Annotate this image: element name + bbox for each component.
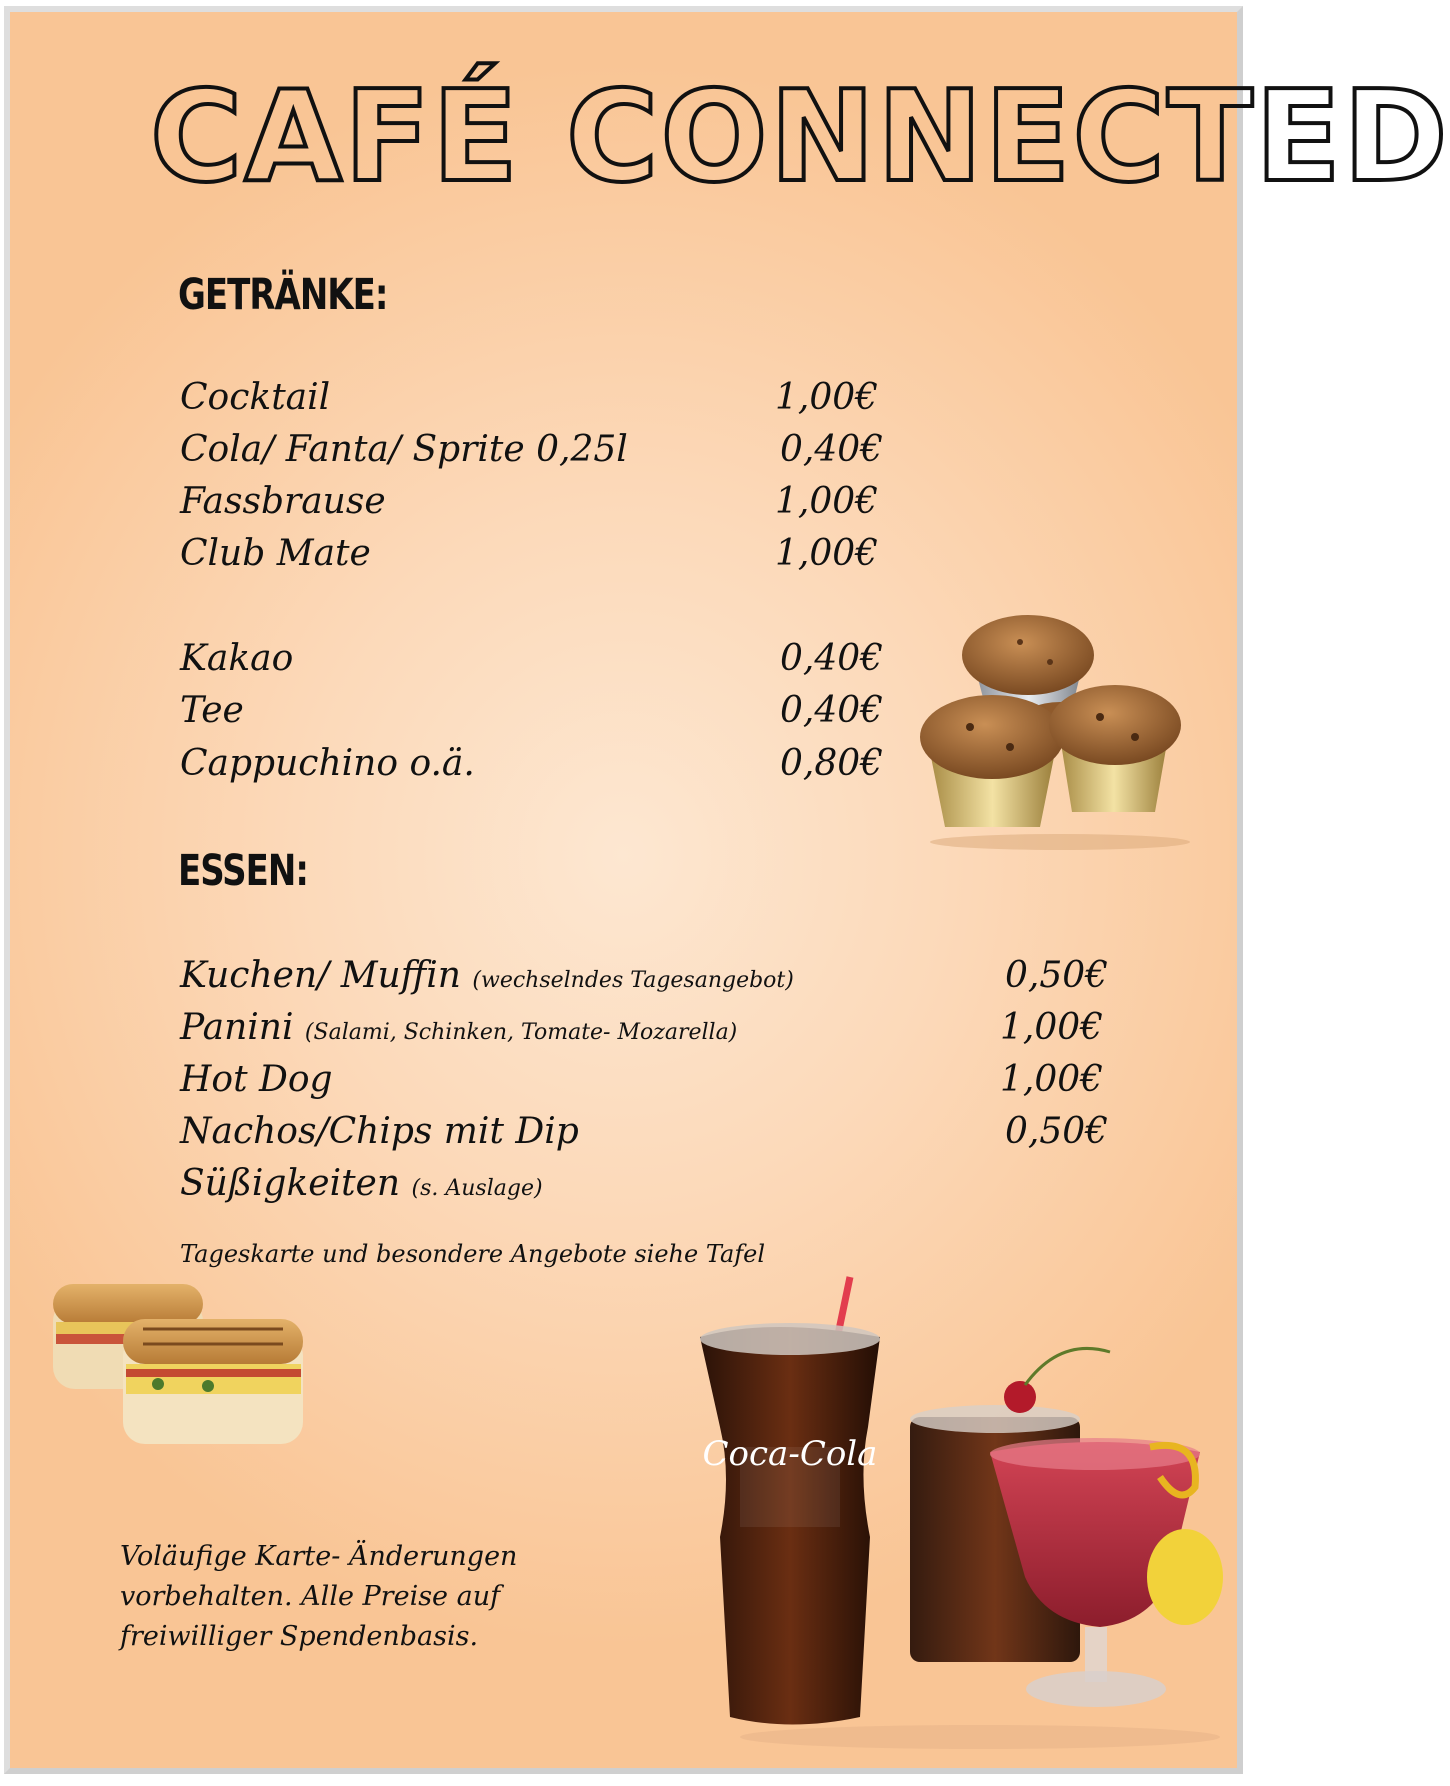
item-price: 1,00€ — [775, 481, 879, 522]
menu-item-panini — [180, 1004, 737, 1052]
item-name: Nachos/Chips mit Dip — [180, 1111, 579, 1152]
disclaimer — [120, 1537, 570, 1657]
item-price: 0,40€ — [780, 690, 884, 731]
item-name: Cappuchino o.ä. — [180, 743, 475, 784]
item-name: Club Mate — [180, 533, 371, 574]
item-price: 0,40€ — [780, 638, 884, 679]
item-price: 1,00€ — [1000, 1007, 1104, 1048]
daily-menu-note: Tageskarte und besondere Angebote siehe Tafel — [180, 1240, 766, 1268]
disclaimer-line: Voläufige Karte- Änderungen — [120, 1541, 518, 1572]
menu-item-kuchen-muffin — [180, 952, 794, 1000]
menu-item-nachos-chips — [180, 1108, 579, 1156]
disclaimer-line: vorbehalten. Alle Preise auf — [120, 1581, 501, 1612]
item-name: Cola/ Fanta/ Sprite 0,25l — [180, 429, 628, 470]
disclaimer-line: freiwilliger Spendenbasis. — [120, 1621, 479, 1652]
item-name: Kakao — [180, 638, 294, 679]
menu-item-tee — [180, 687, 244, 735]
item-price: 1,00€ — [775, 377, 879, 418]
item-price: 0,50€ — [1005, 1111, 1109, 1152]
food-heading: ESSEN: — [178, 846, 308, 896]
item-price: 1,00€ — [1000, 1059, 1104, 1100]
menu-item-cocktail — [180, 374, 330, 422]
drinks-image — [680, 1277, 1240, 1752]
muffins-image — [910, 587, 1200, 852]
panini-image — [48, 1274, 318, 1454]
item-name: Hot Dog — [180, 1059, 333, 1100]
item-name: Cocktail — [180, 377, 331, 418]
item-name: Tee — [180, 690, 244, 731]
item-name: Panini — [180, 1007, 294, 1048]
drinks-heading: GETRÄNKE: — [178, 270, 388, 320]
menu-item-hot-dog — [180, 1056, 333, 1104]
menu-item-cappuchino — [180, 740, 475, 788]
item-price: 0,40€ — [780, 429, 884, 470]
item-name: Fassbrause — [180, 481, 386, 522]
menu-item-kakao — [180, 635, 293, 683]
item-detail: (s. Auslage) — [411, 1176, 543, 1201]
cafe-title: CAFÉ CONNECTED — [150, 63, 1450, 210]
item-detail: (Salami, Schinken, Tomate- Mozarella) — [304, 1020, 738, 1045]
item-detail: (wechselndes Tagesangebot) — [472, 968, 794, 993]
item-price: 0,80€ — [780, 743, 884, 784]
glass-logo: Coca-Cola — [702, 1434, 878, 1474]
menu-item-club-mate — [180, 530, 371, 578]
item-name: Süßigkeiten — [180, 1163, 401, 1204]
menu-poster — [4, 6, 1450, 1774]
menu-item-fassbrause — [180, 478, 386, 526]
item-price: 1,00€ — [775, 533, 879, 574]
menu-item-suessigkeiten — [180, 1160, 543, 1208]
menu-item-cola-fanta-sprite — [180, 426, 628, 474]
item-name: Kuchen/ Muffin — [180, 955, 461, 996]
item-price: 0,50€ — [1005, 955, 1109, 996]
